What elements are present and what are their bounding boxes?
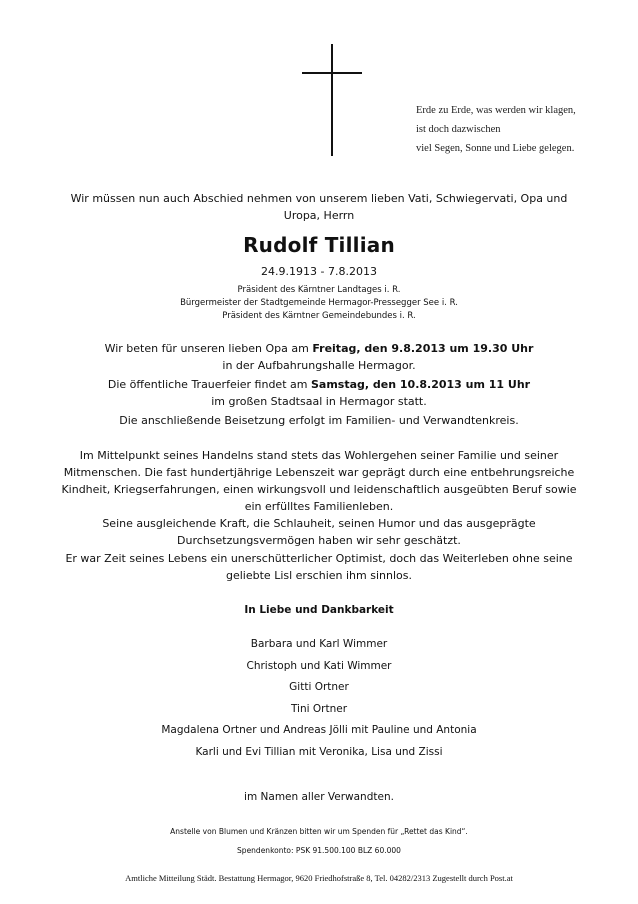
intro-text: Wir müssen nun auch Abschied nehmen von unserem lieben Vati, Schwiegervati, Opa und Uropa, Herrn — [70, 192, 568, 222]
poem-line: Erde zu Erde, was werden wir klagen, — [416, 105, 576, 116]
poem-line: viel Segen, Sonne und Liebe gelegen. — [416, 143, 575, 154]
poem — [416, 101, 576, 158]
tribute-paragraph: Im Mittelpunkt seines Handelns stand stets das Wohlergehen seiner Familie und seiner Mitmenschen. Die fast hundertjährige Lebenszeit war geprägt durch eine entbehrungsreiche Kindheit, Kriegserfahrungen, einen wirkungsvoll und leidenschaftlich ausgeübten Beruf sowie ein erfülltes Familienleben. — [61, 449, 577, 513]
family-member: Christoph und Kati Wimmer — [246, 659, 392, 672]
title-line: Bürgermeister der Stadtgemeinde Hermagor-Pressegger See i. R. — [180, 298, 458, 308]
family-list — [0, 634, 638, 763]
title-line: Präsident des Kärntner Gemeindebundes i. R. — [222, 311, 416, 321]
cross-icon — [302, 44, 362, 156]
honorary-titles — [0, 284, 638, 323]
thanks-heading: In Liebe und Dankbarkeit — [244, 604, 394, 616]
footer-notice: Amtliche Mitteilung Städt. Bestattung Hermagor, 9620 Friedhofstraße 8, Tel. 04282/2313 Zugestellt durch Post.at — [125, 873, 513, 883]
donation-account: Spendenkonto: PSK 91.500.100 BLZ 60.000 — [237, 846, 401, 855]
strength-paragraph: Seine ausgleichende Kraft, die Schlauheit, seinen Humor und das ausgeprägte Durchsetzungsvermögen haben wir sehr geschätzt. — [102, 517, 536, 547]
deceased-name: Rudolf Tillian — [243, 233, 395, 257]
relatives-note: im Namen aller Verwandten. — [244, 791, 394, 803]
family-member: Tini Ortner — [290, 702, 348, 715]
optimist-paragraph: Er war Zeit seines Lebens ein unerschütterlicher Optimist, doch das Weiterleben ohne seine geliebte Lisl erschien ihm sinnlos. — [65, 552, 573, 582]
family-member: Magdalena Ortner und Andreas Jölli mit Pauline und Antonia — [161, 724, 477, 736]
family-member: Karli und Evi Tillian mit Veronika, Lisa und Zissi — [195, 745, 443, 758]
flowers-note: Anstelle von Blumen und Kränzen bitten wir um Spenden für „Rettet das Kind“. — [170, 827, 468, 836]
family-member: Barbara und Karl Wimmer — [250, 638, 388, 650]
burial-note: Die anschließende Beisetzung erfolgt im Familien- und Verwandtenkreis. — [119, 414, 519, 427]
life-dates: 24.9.1913 - 7.8.2013 — [261, 265, 377, 278]
poem-line: ist doch dazwischen — [416, 124, 501, 135]
prayer-announcement: Wir beten für unseren lieben Opa am Freitag, den 9.8.2013 um 19.30 Uhr in der Aufbahrungshalle Hermagor. — [104, 342, 534, 372]
ceremony-announcement: Die öffentliche Trauerfeier findet am Samstag, den 10.8.2013 um 11 Uhr im großen Stadtsaal in Hermagor statt. — [107, 378, 531, 408]
title-line: Präsident des Kärntner Landtages i. R. — [237, 285, 401, 295]
family-member: Gitti Ortner — [289, 681, 349, 693]
